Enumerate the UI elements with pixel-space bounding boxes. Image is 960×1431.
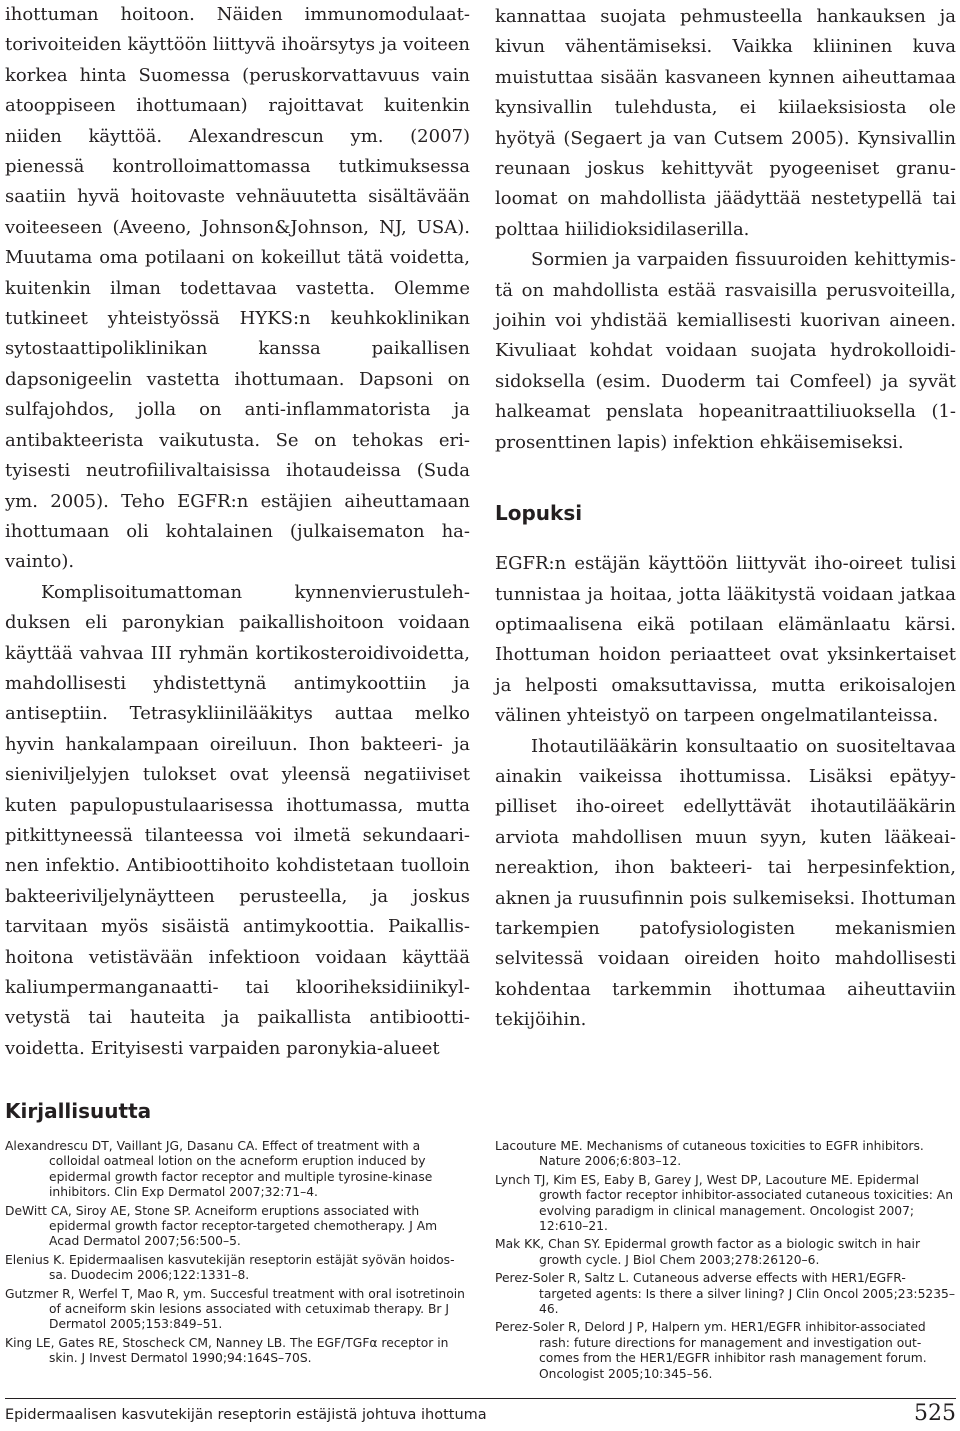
references-right-column bbox=[495, 1139, 956, 1385]
references-heading: Kirjallisuutta bbox=[5, 1099, 152, 1123]
reference-entry: Perez-Soler R, Saltz L. Cutaneous adverse effects with HER1/EGFR-targeted agents: Is there a silver lining? J Clin Oncol 2005;23:5235–46. bbox=[495, 1271, 956, 1317]
reference-entry: Elenius K. Epidermaalisen kasvutekijän reseptorin estäjät syövän hoidossa. Duodecim 2006;122:1331–8. bbox=[5, 1252, 455, 1283]
left-text-column bbox=[5, 0, 470, 1064]
running-footer-title: Epidermaalisen kasvutekijän reseptorin estäjistä johtuva ihottuma bbox=[5, 1407, 487, 1423]
reference-entry: Lacouture ME. Mechanisms of cutaneous toxicities to EGFR inhibitors. Nature 2006;6:803–12. bbox=[495, 1139, 924, 1169]
page-number: 525 bbox=[914, 1401, 956, 1426]
right-text-column bbox=[495, 2, 956, 1036]
reference-entry: King LE, Gates RE, Stoscheck CM, Nanney LB. The EGF/TGFα receptor in skin. J Invest Dermatol 1990;94:164S–70S. bbox=[5, 1335, 449, 1366]
body-paragraph: Ihotautilääkärin konsultaatio on suositeltavaa ainakin vaikeissa ihottumissa. Lisäksi epätyypilliset iho-oireet edellyttävät ihotautilääkärin arviota mahdollisen muun syyn, kuten lääkeainereaktion, ihon bakteeri- tai herpesinfektion, aknen ja ruusufinnin pois sulkemiseksi. Ihottuman tarkempien patofysiologisten mekanismien selvitessä voidaan oireiden hoito mahdollisesti kohdentaa tarkemmin ihottumaa aiheuttaviin tekijöihin. bbox=[495, 735, 956, 1031]
reference-entry: Mak KK, Chan SY. Epidermal growth factor as a biologic switch in hair growth cycle. J Biol Chem 2003;278:26120–6. bbox=[495, 1237, 921, 1267]
body-paragraph: ihottuman hoitoon. Näiden immunomodulaattorivoiteiden käyttöön liittyvä ihoärsytys ja voiteen korkea hinta Suomessa (peruskorvattavuus vain atooppiseen ihottumaan) rajoittavat kuitenkin niiden käyttöä. Alexandrescun ym. (2007) pienessä kontrolloimattomassa tutkimuksessa saatiin hyvä hoitovaste vehnäuutetta sisältävään voiteeseen (Aveeno, Johnson&Johnson, NJ, USA). Muutama oma potilaani on kokeillut tätä voidetta, kuitenkin ilman todettavaa vastetta. Olemme tutkineet yhteistyössä HYKS:n keuhkoklinikan sytostaattipoliklinikan kanssa paikallisen dapsonigeelin vastetta ihottumaan. Dapsoni on sulfajohdos, jolla on anti-inflammatorista ja antibakteerista vaikutusta. Se on tehokas erityisesti neutrofiilivaltaisissa ihotaudeissa (Suda ym. 2005). Teho EGFR:n estäjien aiheuttamaan ihottumaan oli kohtalainen (julkaisematon havainto). bbox=[5, 4, 470, 573]
body-paragraph: kannattaa suojata pehmusteella hankauksen ja kivun vähentämiseksi. Vaikka kliininen kuva muistuttaa sisään kasvaneen kynnen aiheuttamaa kynsivallin tulehdusta, ei kiilaeksisiosta ole hyötyä (Segaert ja van Cutsem 2005). Kynsivallin reunaan joskus kehittyvät pyogeeniset granuloomat on mahdollista jäädyttää nestetypellä tai polttaa hiilidioksidilaserilla. bbox=[495, 6, 956, 240]
reference-entry: Alexandrescu DT, Vaillant JG, Dasanu CA. Effect of treatment with a colloidal oatmeal lotion on the acneform eruption induced by epidermal growth factor receptor and multiple tyrosine-kinase inhibitors. Clin Exp Dermatol 2007;32:71–4. bbox=[5, 1139, 433, 1200]
body-paragraph: Sormien ja varpaiden fissuuroiden kehittymistä on mahdollista estää rasvaisilla perusvoiteilla, joihin voi yhdistää kemiallisesti kuorivan aineen. Kivuliaat kohdat voidaan suojata hydrokolloidisidoksella (esim. Duoderm tai Comfeel) ja syvät halkeamat penslata hopeanitraattiliuoksella (1-prosenttinen lapis) infektion ehkäisemiseksi. bbox=[495, 249, 956, 453]
body-paragraph: Komplisoitumattoman kynnenvierustulehduksen eli paronykian paikallishoitoon voidaan käyttää vahvaa III ryhmän kortikosteroidivoidetta, mahdollisesti yhdistettynä antimykoottiin ja antiseptiin. Tetrasykliinilääkitys auttaa melko hyvin hankalampaan oireiluun. Ihon bakteeri- ja sieniviljelyjen tulokset ovat yleensä negatiiviset kuten papulopustulaarisessa ihottumassa, mutta pitkittyneessä tilanteessa voi ilmetä sekundaarinen infektio. Antibioottihoito kohdistetaan tuolloin bakteeriviljelynäytteen perusteella, ja joskus tarvitaan myös sisäistä antimykoottia. Paikallishoitona vetistävään infektioon voidaan käyttää kaliumpermanganaatti- tai klooriheksidiinikylvetystä tai hauteita ja paikallista antibioottivoidetta. Erityisesti varpaiden paronykia-alueet bbox=[5, 581, 470, 1059]
reference-entry: Gutzmer R, Werfel T, Mao R, ym. Succesful treatment with oral isotretinoin of acneiform skin lesions associated with cetuximab therapy. Br J Dermatol 2005;153:849–51. bbox=[5, 1286, 465, 1332]
footer-divider bbox=[5, 1398, 956, 1399]
section-heading-lopuksi: Lopuksi bbox=[495, 501, 583, 526]
references-left-column bbox=[5, 1139, 467, 1370]
body-paragraph: EGFR:n estäjän käyttöön liittyvät iho-oireet tulisi tunnistaa ja hoitaa, jotta lääkitystä voidaan jatkaa optimaalisena eikä potilaan elämänlaatu kärsi. Ihottuman hoidon periaatteet ovat yksinkertaiset ja helposti omaksuttavissa, mutta erikoisalojen välinen yhteistyö on tarpeen ongelmatilanteissa. bbox=[495, 553, 956, 727]
reference-entry: DeWitt CA, Siroy AE, Stone SP. Acneiform eruptions associated with epidermal growth factor receptor-targeted chemotherapy. J Am Acad Dermatol 2007;56:500–5. bbox=[5, 1203, 438, 1249]
reference-entry: Lynch TJ, Kim ES, Eaby B, Garey J, West DP, Lacouture ME. Epidermal growth factor receptor inhibitor-associated cutaneous toxicities: An evolving paradigm in clinical management. Oncologist 2007; 12:610–21. bbox=[495, 1172, 954, 1234]
reference-entry: Perez-Soler R, Delord J P, Halpern ym. HER1/EGFR inhibitor-associated rash: future directions for management and investigation outcomes from the HER1/EGFR inhibitor rash management forum. Oncologist 2005;10:345–56. bbox=[495, 1320, 927, 1381]
